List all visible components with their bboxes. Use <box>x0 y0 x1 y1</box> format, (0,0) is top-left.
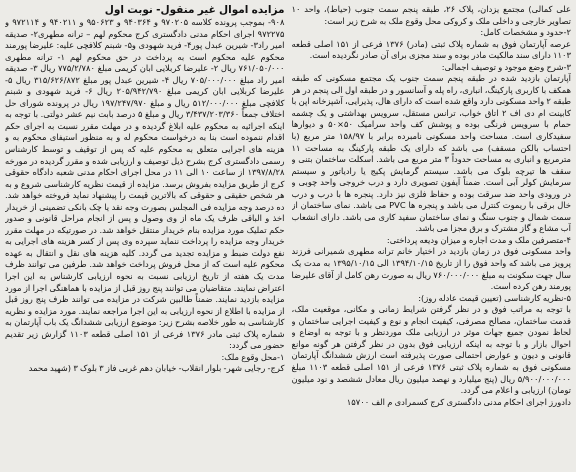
left-paragraph: ۴-متصرفین ملک و مدت اجاره و میزان ودیعه پرداختی: <box>386 234 571 245</box>
left-paragraph: با توجه به مراتب فوق و در نظر گرفتن شرایط زمانی و مکانی، موقعیت ملک، قدمت ساختمان، مصالح مصرفی، کیفیت انجام و نوع و کیفیت اجرایی ساختمان و لحاظ نمودن جمیع جهات موثر در ارزیابی ملک موردنظر و با توجه به اوضاع و احوال بازار و با توجه به اینکه ارزیابی فوق بدون در نظر گرفتن هر گونه موانع قانونی و دیون و عوارض احتمالی صورت پذیرفته است ارزش ششدانگ آپارتمان مسکونی فوق به شماره پلاک ثبتی ۱۳۷۶ فرعی از ۱۵۱ اصلی قطعه ۱۱۰۳ مبلغ ۵/۹۰۰/۰۰۰/۰۰۰ ریال (پنج میلیارد و نهصد میلیون ریال معادل ششصد و نود میلیون تومان) ارزیابی و اعلام می گردد. <box>291 304 571 396</box>
right-paragraph: ۱-محل وقوع ملک: <box>221 351 285 362</box>
left-paragraph: ۵-نظریه کارشناسی (تعیین قیمت عادله روز): <box>418 292 571 303</box>
left-paragraph: عرصه آپارتمان فوق به شماره پلاک ثبتی (مادر) ۱۳۷۶ فرعی از ۱۵۱ اصلی قطعه ۱۱۰۳ دارای سند مالکیت مادر بوده و سند مجزی برای آن صادر نگردیده است. <box>291 38 571 61</box>
right-paragraph: ۹۰۸- بموجب پرونده کلاسه ۹۷۰۲۰۵ و ۹۴۰۳۶۴ و ۹۵۰۶۲۳ و ۹۴۰۲۱۱ و ۹۷۲۱۱۴ و ۹۷۲۲۷۵ اجرای احکام مدنی دادگستری کرج محکوم لهم – ترانه مطهری۲- صدیقه امیر راد۳- شیرین عبدل پور۴- فرید شهودی و۵- شبنم کلافچی علیه: علیرضا پورمند محکوم علیه محکوم است به پرداخت در حق محکوم لهم ۱- ترانه مطهری ۷۶۱/۰۵۰/۰۰۰ ریال ۲- علیرضا کربلایی ابان کریمی مبلغ ۷۷۵/۲/۷۸۰ ریال ۳- صدیقه امیر راد مبلغ ۷۰۵/۰۰۰/۰۰۰ ریال ۴- شیرین عبدل پور مبلغ ۳۱۵/۶۲۶/۸۷۲ ریال ۵- علیرضا کربلایی ابان کریمی مبلغ ۲۰۵/۹۴۲/۷۹۰ ریال ۶- فرید شهودی و شبنم کلافچی مبلغ ۵۱۲/۰۰۰/۰۰۰ ریال و مبلغ ۱۹۷/۲۴۷/۹۷۰ ریال در پرونده شورای حل اختلاف جمعاً ۳/۴۳۷/۲۰۳/۳۶۰ ریال و مبلغ ۵ درصد بابت نیم عشر دولتی. با توجه به اینکه اجرائیه به محکوم علیه ابلاغ گردیده و در مهلت مقرر نسبت به اجرای حکم اقدام ننموده است بنا به درخواست محکوم له و به منظور استیفای محکوم به و هزینه های اجرایی متعلق به محکوم علیه که پس از توقیف و توسط کارشناس رسمی دادگستری کرج بشرح ذیل توصیف و ارزیابی شده و مقرر گردیده در مورخه ۱۳۹۷/۸/۲۸ از ساعت ۱۰ الی ۱۱ در محل اجرای احکام مدنی شعبه دادگاه حقوقی کرج از طریق مزایده بفروش برسد. مزایده از قیمت نظریه کارشناسی شروع و به هر شخص حقیقی و حقوقی که بالاترین قیمت را پیشنهاد نماید فروخته خواهد شد. ده درصد وجه مزایده فی المجلس بصورت وجه نقد یا چک بانکی تضمینی از خریدار اخذ و الباقی ظرف یک ماه از وی وصول و پس از انجام مراحل قانونی و صدور حکم تملیک مورد مزایده بنام خریدار منتقل خواهد شد. در صورتیکه در مهلت مقرر خریدار وجه مزایده را پرداخت ننماید سپرده وی پس از کسر هزینه های اجرایی به نفع دولت ضبط و مزایده تجدید می گردد. کلیه هزینه های نقل و انتقال به عهده محکوم علیه است که از محل فروش پرداخت خواهد شد. طرفین می توانند ظرف مدت یک هفته از تاریخ ارزیابی نسبت به نحوه ارزیابی کارشناس به این اجرا اعتراض نمایند. متقاضیان می توانند پنج روز قبل از مزایده با هماهنگی اجرا از مورد مزایده بازدید نمایند. ضمناً طالبین شرکت در مزایده می توانند ظرف پنج روز قبل از مزایده با اطلاع از نحوه ارزیابی به این اجرا مراجعه نمایند. مورد مزایده و نظریه کارشناسی به طور خلاصه بشرح زیر: موضوع ارزیابی ششدانگ یک باب آپارتمان به شماره پلاک ثبتی مادر ۱۳۷۶ فرعی از ۱۵۱ اصلی قطعه ۱۱۰۳ گزارش زیر تقدیم حضور می گردد: <box>5 17 285 351</box>
left-paragraph: آپارتمان بازدید شده در طبقه پنجم سمت جنوب یک مجتمع مسکونی که طبقه همکف با کاربری پارکینگ، انباری، راه پله و آسانسور و در طبقه اول الی پنجم در هر طبقه ۲ واحد مسکونی دارد واقع شده است که دارای هال، پذیرایی، آشپزخانه اپن با کابینت ام دی اف ۲ اتاق خواب، ترانس مستقل، سرویس بهداشتی و یک چشمه حمام با سرویس فرنگی بوده و پوشش کف واحد سرامیک ۵۰×۵۰ و دیوارها سفیدکاری است. مساحت واحد مسکونی نامبرده برابر با ۱۵۸/۹۷ متر مربع (با احتساب بالکن مسقف) می باشد که دارای یک طبقه پارکینگ به مساحت ۱۱ مترمربع و انباری به مساحت حدوداً ۳ متر مربع می باشد. اسکلت ساختمان بتنی و سقف ها تیرچه بلوک می باشد. سیستم گرمایش پکیج یا رادیاتور و سیستم سرمایش کولر آبی است. ضمناً آیفون تصویری دارد و درب خروجی واحد چوبی و در ورودی واحد ضد سرقت بوده و حفاظ فلزی نیز دارد. پنجره ها با درب و درب خال برقی با ریموت کنترل می باشد و پنجره ها PVC می باشد. نمای ساختمان از سمت شمال و جنوب سنگ و نمای ساختمان سفید کاری می باشد. دارای انشعاب آب مشاع و گاز مشترک و برق مجزا می باشد. <box>291 73 571 234</box>
left-paragraph: ۳-شرح وضع موجود و توصیف اجمالی: <box>441 61 571 72</box>
right-column <box>5 4 285 470</box>
left-paragraph: علی کمالی) مجتمع یزدان، پلاک ۲۶، طبقه پنجم سمت جنوب (حیاط)، واحد ۱۰ تصاویر خارجی و داخلی ملک و کروکی محل وقوع ملک به شرح زیر است: <box>291 4 571 26</box>
signature-line: دادورز اجرای احکام مدنی دادگستری کرج کسمرادی م الف ۱۵۷۰۰ <box>346 396 571 407</box>
notice-title: مزایده اموال غیر منقول- نوبت اول <box>104 4 285 16</box>
left-column <box>292 4 572 470</box>
left-paragraph: ۲-حدود و مشخصات کامل: <box>480 27 571 38</box>
left-paragraph: واحد مسکونی فوق در زمان بازدید در اختیار خانم ترانه مطهری شمیرانی فرزند پرویز می باشد که واحد فوق را از تاریخ ۱۳۹۴/۱۰/۱۵ الی ۱۳۹۵/۱۰/۱۵ به مدت یک سال جهت سکونت به مبلغ ۷۶۰/۰۰۰/۰۰۰ ریال به صورت رهن کامل از آقای علیرضا پورمند رهن کرده است. <box>291 246 571 292</box>
right-paragraph: کرج- رجایی شهر- بلوار انقلاب- خیابان دهم غربی فاز ۳ بلوک ۳ (شهید محمد <box>28 363 285 374</box>
